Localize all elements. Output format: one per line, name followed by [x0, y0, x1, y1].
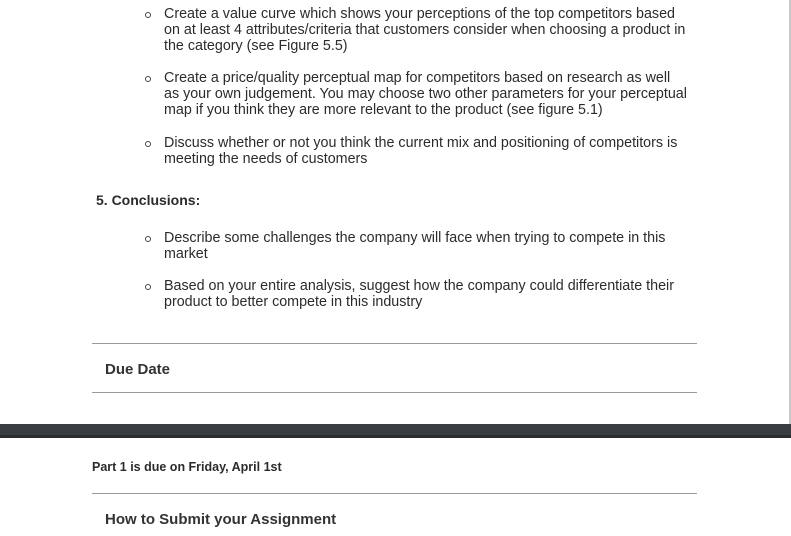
bullet-circle-icon	[145, 12, 151, 18]
due-date-heading: Due Date	[105, 361, 171, 378]
list-item	[164, 6, 689, 54]
bullet-circle-icon	[145, 141, 151, 147]
bullet-circle-icon	[145, 76, 151, 82]
document-page-2	[0, 438, 791, 536]
due-date-text: Part 1 is due on Friday, April 1st	[92, 460, 282, 474]
bullet-circle-icon	[145, 284, 151, 290]
list-item-text: Discuss whether or not you think the current mix and positioning of competitors is meeting the needs of customers	[164, 135, 678, 167]
list-item-text: Create a value curve which shows your perceptions of the top competitors based on at least 4 attributes/criteria that customers consider when choosing a product in the category (see Figure 5.5)	[164, 6, 686, 54]
list-item-text: Describe some challenges the company will face when trying to compete in this market	[164, 230, 666, 262]
page-separator	[0, 424, 791, 438]
submit-assignment-heading: How to Submit your Assignment	[105, 511, 337, 528]
list-item	[164, 135, 689, 167]
bullet-circle-icon	[145, 236, 151, 242]
divider	[92, 392, 697, 393]
divider	[92, 343, 697, 344]
list-item-text: Create a price/quality perceptual map for competitors based on research as well as your own judgement. You may choose two other parameters for your perceptual map if you think they are more relevant to the product (see figure 5.1)	[164, 70, 687, 118]
conclusions-heading: 5. Conclusions:	[96, 192, 201, 208]
list-item	[164, 70, 689, 118]
list-item	[164, 278, 689, 310]
divider	[92, 493, 697, 494]
list-item	[164, 230, 689, 262]
list-item-text: Based on your entire analysis, suggest how the company could differentiate their product to better compete in this industry	[164, 278, 674, 310]
